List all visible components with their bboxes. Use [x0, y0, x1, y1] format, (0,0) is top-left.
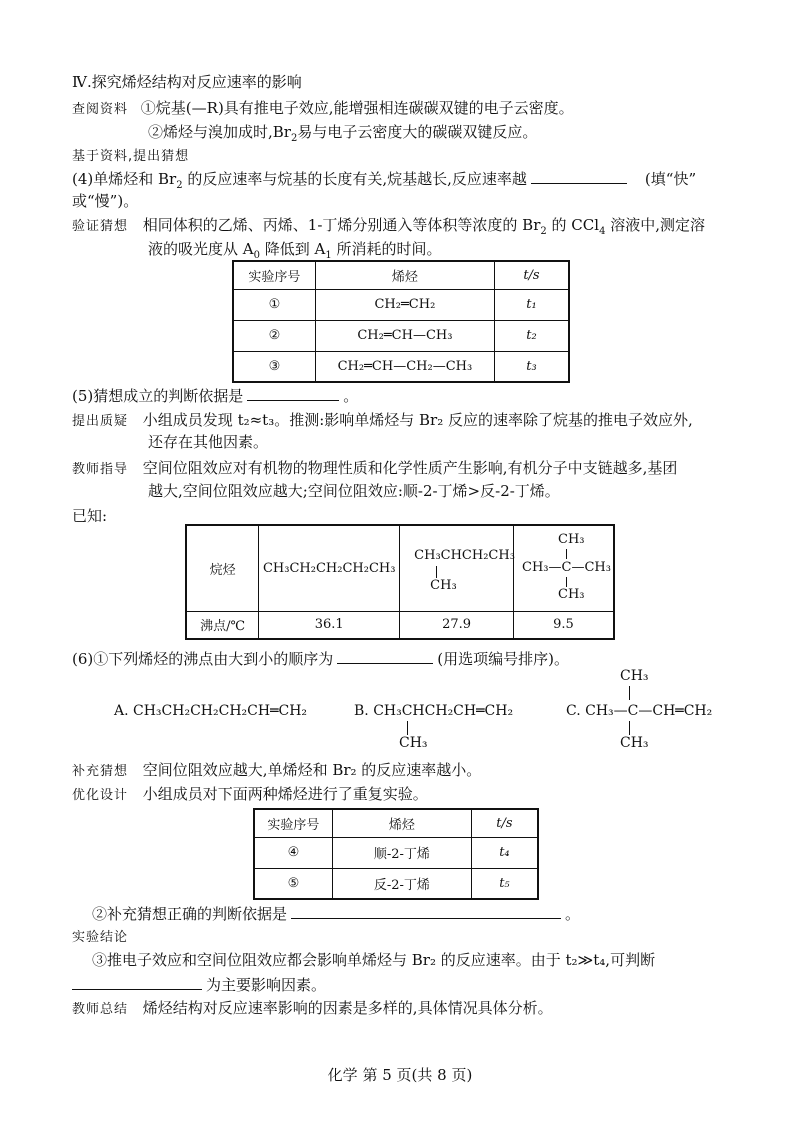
boiling-point-1: 36.1	[259, 611, 400, 639]
optimize-line: 优化设计 小组成员对下面两种烯烃进行了重复实验。	[72, 785, 428, 803]
supplement-line: 补充猜想 空间位阻效应越大,单烯烃和 Br₂ 的反应速率越小。	[72, 761, 482, 779]
answer-blank-q6-3[interactable]	[72, 974, 202, 990]
table-row: ③ CH₂═CH—CH₂—CH₃ t₃	[233, 351, 569, 382]
section-title: Ⅳ.探究烯烃结构对反应速率的影响	[72, 73, 302, 91]
table-row: ① CH₂═CH₂ t₁	[233, 289, 569, 320]
reference-tag: 查阅资料	[72, 102, 129, 117]
table-row: ⑤ 反-2-丁烯 t₅	[254, 868, 538, 899]
option-c-bottom: CH₃	[620, 735, 649, 751]
question-4-line-2: 或“慢”)。	[72, 192, 139, 210]
answer-blank-q4[interactable]	[531, 168, 627, 184]
bond-line	[629, 686, 630, 700]
alkane-3: CH₃ CH₃—C—CH₃ CH₃	[514, 525, 614, 611]
boiling-point-label: 沸点/℃	[186, 611, 259, 639]
question-6-3-line-2: 为主要影响因素。	[72, 974, 326, 995]
bond-line	[629, 721, 630, 735]
doubt-line-1: 提出质疑 小组成员发现 t₂≈t₃。推测:影响单烯烃与 Br₂ 反应的速率除了烷基的推电子效应外,	[72, 411, 693, 429]
doubt-line-2: 还存在其他因素。	[148, 433, 269, 451]
verify-line-2: 液的吸光度从 $A_0$ 降低到 $A_1$ 所消耗的时间。	[148, 240, 442, 261]
experiment-table-2: 实验序号 烯烃 t/s ④ 顺-2-丁烯 t₄ ⑤ 反-2-丁烯 t₅	[253, 808, 539, 900]
table1-header-t: t/s	[494, 261, 569, 289]
alkane-table	[185, 524, 615, 640]
answer-blank-q6-2[interactable]	[291, 903, 561, 919]
table-row: ④ 顺-2-丁烯 t₄	[254, 837, 538, 868]
bond-line	[566, 549, 567, 559]
question-5: (5)猜想成立的判断依据是 。	[72, 387, 359, 405]
alkane-2: CH₃CHCH₂CH₃ CH₃	[400, 525, 514, 611]
conclusion-tag: 实验结论	[72, 930, 129, 945]
answer-blank-q5[interactable]	[247, 385, 339, 401]
teacher-line-1: 教师指导 空间位阻效应对有机物的物理性质和化学性质产生影响,有机分子中支链越多,基团	[72, 459, 678, 477]
boiling-point-2: 27.9	[400, 611, 514, 639]
table-row: ② CH₂═CH—CH₃ t₂	[233, 320, 569, 351]
option-b: B. CH₃CHCH₂CH═CH₂	[354, 703, 514, 719]
experiment-table-1	[232, 260, 570, 383]
teacher-line-2: 越大,空间位阻效应越大;空间位阻效应:顺-2-丁烯>反-2-丁烯。	[148, 482, 560, 500]
bond-line	[407, 721, 408, 735]
boiling-point-3: 9.5	[514, 611, 614, 639]
summary-line: 教师总结 烯烃结构对反应速率影响的因素是多样的,具体情况具体分析。	[72, 999, 553, 1017]
known-label: 已知:	[72, 507, 108, 525]
answer-blank-q6-1[interactable]	[337, 648, 433, 664]
table1-header-no: 实验序号	[233, 261, 315, 289]
alkane-1: CH₃CH₂CH₂CH₂CH₃	[259, 525, 400, 611]
question-6-3-line-1: ③推电子效应和空间位阻效应都会影响单烯烃与 Br₂ 的反应速率。由于 t₂≫t₄,可判断	[92, 951, 656, 969]
option-c-top: CH₃	[620, 668, 649, 684]
question-4-line-1: (4)单烯烃和 $Br_2$ 的反应速率与烷基的长度有关,烷基越长,反应速率越 (填“快”	[72, 170, 697, 191]
option-a: A. CH₃CH₂CH₂CH₂CH═CH₂	[114, 703, 308, 719]
reference-line-2: ②烯烃与溴加成时$,Br_2$易与电子云密度大的碳碳双键反应。	[148, 123, 538, 144]
question-6-2: ②补充猜想正确的判断依据是 。	[92, 905, 581, 923]
alkane-label: 烷烃	[186, 525, 259, 611]
reference-line-1: 查阅资料 ①烷基(—R)具有推电子效应,能增强相连碳碳双键的电子云密度。	[72, 99, 574, 117]
bond-line	[566, 577, 567, 587]
option-b-branch: CH₃	[399, 735, 428, 751]
table1-header-alkene: 烯烃	[315, 261, 494, 289]
page-footer: 化学 第 5 页(共 8 页)	[327, 1066, 473, 1084]
hypothesis-tag: 基于资料,提出猜想	[72, 149, 190, 164]
question-6-1: (6)①下列烯烃的沸点由大到小的顺序为 (用选项编号排序)。	[72, 650, 569, 668]
bond-line	[436, 566, 437, 578]
option-c: C. CH₃—C—CH═CH₂	[566, 703, 713, 719]
verify-line-1: 验证猜想 相同体积的乙烯、丙烯、1-丁烯分别通入等体积等浓度的 $Br_2$ 的 CCl$_4$ 溶液中,测定溶	[72, 216, 705, 237]
